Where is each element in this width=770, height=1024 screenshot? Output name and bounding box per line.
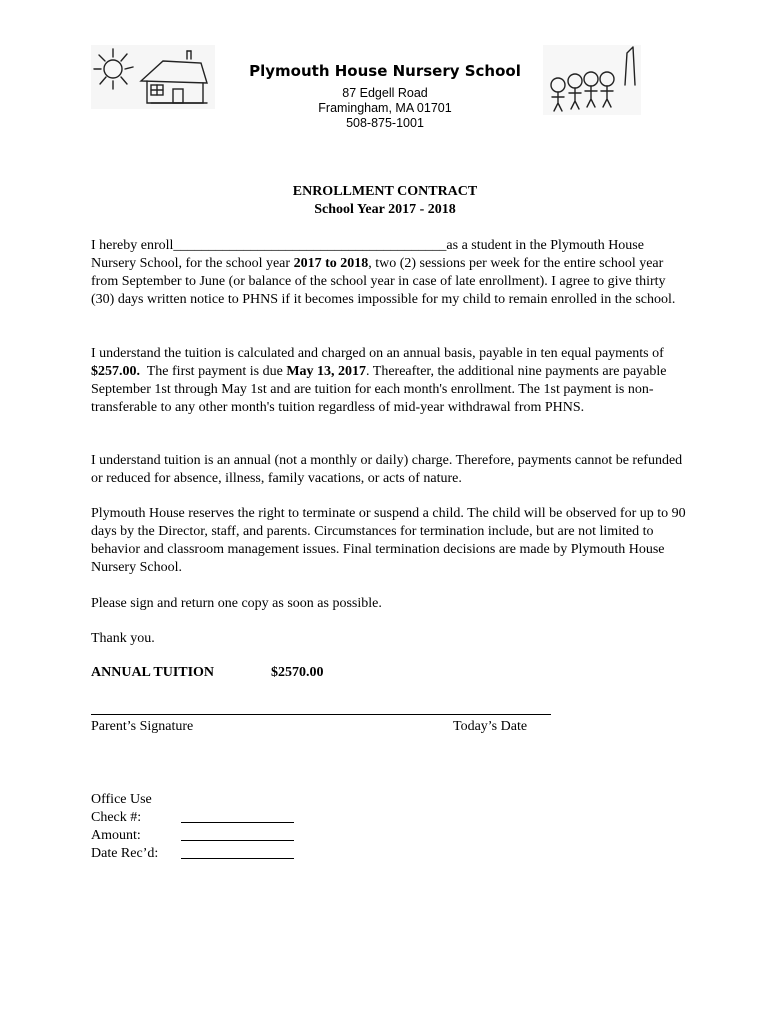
child-name-blank: _______________________________________	[173, 238, 447, 253]
parent-signature-label: Parent’s Signature	[91, 719, 194, 734]
date-received-blank[interactable]	[181, 858, 294, 859]
thank-you-text: Thank you.	[91, 631, 155, 646]
check-number-blank[interactable]	[181, 822, 294, 823]
contract-title: ENROLLMENT CONTRACT	[292, 184, 478, 199]
sign-return-paragraph: Please sign and return one copy as soon as possible.	[91, 596, 382, 611]
annual-tuition-value: $2570.00	[271, 665, 324, 680]
enroll-text-middle: as a student in the Plymouth House Nursery School, for the school year	[91, 238, 644, 271]
todays-date-label: Today’s Date	[453, 719, 528, 734]
sun-and-house-drawing-icon	[91, 45, 215, 109]
office-use-title: Office Use	[91, 792, 152, 807]
tuition-text-start: I understand the tuition is calculated and charged on an annual basis, payable in ten equal payments of	[91, 346, 664, 361]
school-year-bold: 2017 to 2018	[293, 256, 369, 271]
annual-tuition-label: ANNUAL TUITION	[91, 665, 215, 680]
signature-line[interactable]	[91, 714, 551, 715]
termination-paragraph: Plymouth House reserves the right to terminate or suspend a child. The child will be observed for up to 90 days by the Director, staff, and parents. Circumstances for termination include, but are not limited to behavior and classroom management issues. Final termination decisions are made by Plymouth House Nursery School.	[91, 506, 686, 575]
school-name: Plymouth House Nursery School	[249, 62, 521, 80]
enrollment-paragraph	[91, 237, 691, 309]
school-year-title: School Year 2017 - 2018	[314, 202, 456, 217]
annual-charge-paragraph: I understand tuition is an annual (not a monthly or daily) charge. Therefore, payments cannot be refunded or reduced for absence, illness, family vacations, or acts of nature.	[91, 453, 683, 486]
school-street-address: 87 Edgell Road	[342, 86, 428, 100]
school-city-state-zip: Framingham, MA 01701	[318, 101, 452, 115]
check-number-label: Check #:	[91, 810, 142, 825]
school-phone: 508-875-1001	[346, 116, 424, 130]
amount-label: Amount:	[91, 828, 141, 843]
enroll-text-end: , two (2) sessions per week for the entire school year from September to June (or balance of the school year in case of late enrollment). I agree to give thirty (30) days written notice to PHNS if it becomes impossible for my child to remain enrolled in the school.	[91, 256, 676, 307]
amount-blank[interactable]	[181, 840, 294, 841]
tuition-paragraph	[91, 345, 691, 417]
enroll-text-start: I hereby enroll	[91, 238, 174, 253]
date-received-label: Date Rec’d:	[91, 846, 159, 861]
tuition-text-end: . Thereafter, the additional nine payments are payable September 1st through May 1st and are tuition for each month's enrollment. The 1st payment is non-transferable to any other month's tuition regardless of mid-year withdrawal from PHNS.	[91, 364, 667, 415]
payment-amount-bold: $257.00.	[91, 364, 140, 379]
first-payment-date-bold: May 13, 2017	[286, 364, 367, 379]
tuition-text-middle: The first payment is due	[140, 364, 287, 379]
